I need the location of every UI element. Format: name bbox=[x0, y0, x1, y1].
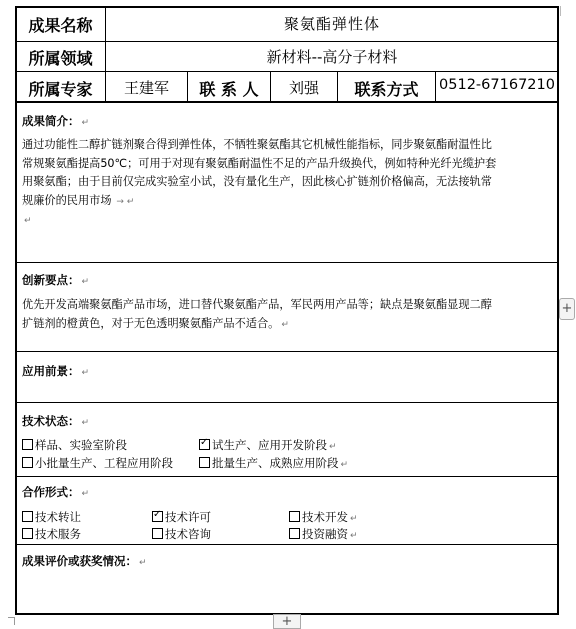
checkbox[interactable] bbox=[22, 457, 33, 468]
achievement-name-label: 成果名称 bbox=[28, 16, 93, 35]
checkbox[interactable] bbox=[289, 528, 300, 539]
row-divider bbox=[15, 101, 559, 103]
summary-line: 规廉价的民用市场 → ↵ bbox=[22, 193, 135, 207]
cooperation-option[interactable]: 技术转让 bbox=[22, 509, 81, 525]
section-divider bbox=[16, 476, 558, 477]
table-border-top bbox=[15, 6, 559, 8]
contact-value: 刘强 bbox=[288, 79, 319, 97]
cooperation-option[interactable]: 技术服务 bbox=[22, 526, 81, 542]
checkbox[interactable] bbox=[22, 439, 33, 450]
checkbox[interactable] bbox=[289, 511, 300, 522]
tech-status-option[interactable]: 样品、实验室阶段 bbox=[22, 437, 127, 453]
tech-status-option[interactable]: ✓ 试生产、应用开发阶段 ↵ bbox=[199, 437, 337, 453]
cooperation-option[interactable]: ✓ 技术许可 bbox=[152, 509, 211, 525]
tech-status-option[interactable]: 小批量生产、工程应用阶段 bbox=[22, 455, 173, 471]
cooperation-heading: 合作形式： ↵ bbox=[22, 485, 90, 499]
achievement-name-value: 聚氨酯弹性体 bbox=[283, 15, 380, 33]
summary-line: 用聚氨酯；由于目前仅完成实验室小试，没有量化生产，因此核心扩链剂价格偏高，无法接轨常 bbox=[22, 175, 492, 188]
checkbox-checked[interactable] bbox=[199, 439, 210, 450]
checkbox-checked[interactable] bbox=[152, 511, 163, 522]
field-label: 所属领域 bbox=[28, 49, 93, 68]
paragraph-mark: ↵ bbox=[24, 216, 32, 226]
checkbox[interactable] bbox=[152, 528, 163, 539]
summary-heading: 成果简介： ↵ bbox=[22, 114, 90, 128]
innovation-line: 扩链剂的橙黄色，对于无色透明聚氨酯产品不适合。 ↵ bbox=[22, 316, 289, 330]
evaluation-heading: 成果评价或获奖情况： ↵ bbox=[22, 554, 147, 568]
row-divider bbox=[16, 71, 558, 72]
section-divider bbox=[16, 262, 558, 263]
add-column-icon[interactable]: + bbox=[559, 298, 575, 320]
expert-value: 王建军 bbox=[123, 79, 169, 97]
prospect-heading: 应用前景： ↵ bbox=[22, 364, 90, 378]
field-value: 新材料--高分子材料 bbox=[266, 48, 398, 66]
tech-status-heading: 技术状态： ↵ bbox=[22, 414, 90, 428]
section-divider bbox=[16, 402, 558, 403]
summary-line: 常规聚氨酯提高50℃；可用于对现有聚氨酯耐温性不足的产品升级换代，例如特种光纤光缆护套 bbox=[22, 156, 497, 170]
expert-label: 所属专家 bbox=[28, 80, 93, 99]
checkbox[interactable] bbox=[199, 457, 210, 468]
cooperation-option[interactable]: 技术开发 ↵ bbox=[289, 509, 358, 525]
tech-status-option[interactable]: 批量生产、成熟应用阶段 ↵ bbox=[199, 455, 348, 471]
section-divider bbox=[16, 351, 558, 352]
checkbox[interactable] bbox=[22, 511, 33, 522]
contact-label: 联 系 人 bbox=[199, 80, 259, 99]
page-corner-mark bbox=[14, 617, 15, 625]
innovation-line: 优先开发高端聚氨酯产品市场，进口替代聚氨酯产品，军民两用产品等；缺点是聚氨酯显现二醇 bbox=[22, 298, 492, 311]
row-divider bbox=[16, 41, 558, 42]
checkbox[interactable] bbox=[22, 528, 33, 539]
summary-line: 通过功能性二醇扩链剂聚合得到弹性体，不牺牲聚氨酯其它机械性能指标，同步聚氨酯耐温性比 bbox=[22, 138, 492, 151]
innovation-heading: 创新要点： ↵ bbox=[22, 273, 90, 287]
summary-body bbox=[22, 136, 496, 231]
innovation-body bbox=[22, 296, 492, 334]
section-divider bbox=[16, 544, 558, 545]
page-corner-mark bbox=[560, 6, 561, 16]
cooperation-option[interactable]: 投资融资 ↵ bbox=[289, 526, 358, 542]
cooperation-option[interactable]: 技术咨询 bbox=[152, 526, 211, 542]
phone-value: 0512-67167210 bbox=[439, 77, 555, 93]
phone-label: 联系方式 bbox=[354, 80, 419, 99]
add-row-icon[interactable]: + bbox=[273, 614, 301, 629]
